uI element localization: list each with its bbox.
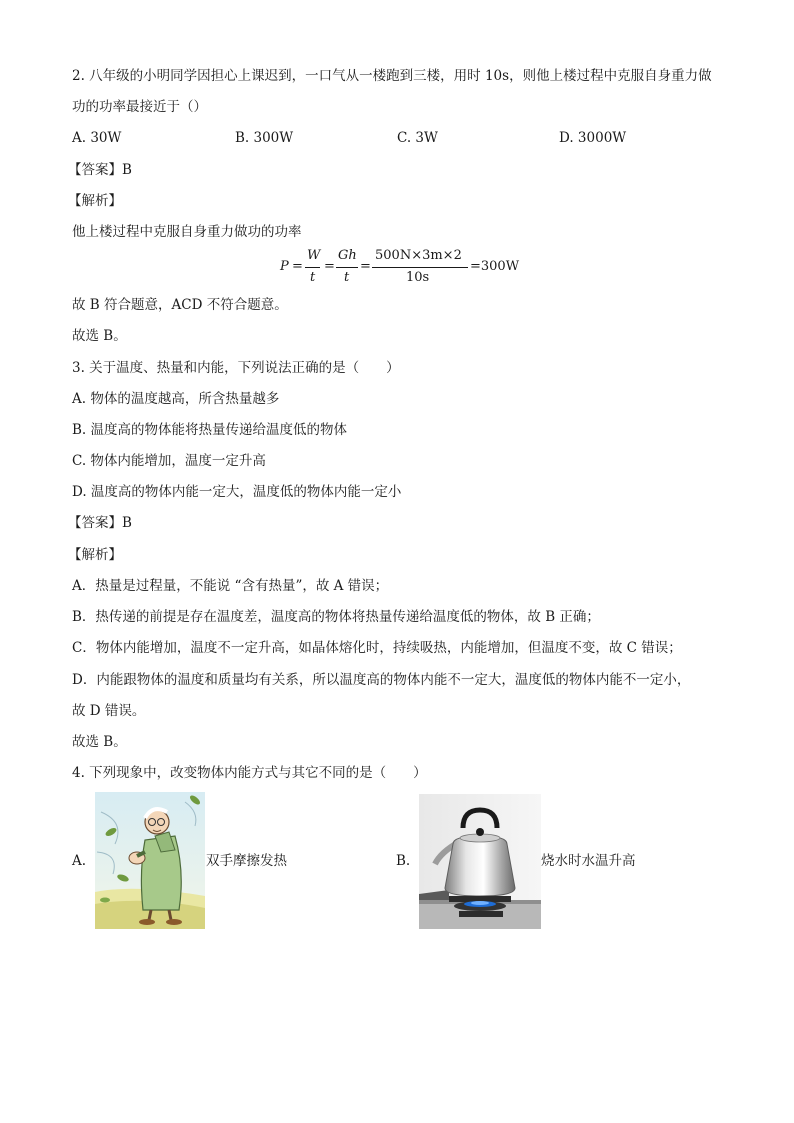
q3-analysis-d: D．内能跟物体的温度和质量均有关系，所以温度高的物体内能不一定大，温度低的物体内能不一定小，: [72, 672, 691, 688]
power-formula: [280, 250, 540, 286]
formula-f1-den: t: [310, 270, 316, 285]
kettle-on-stove-photo: [419, 794, 541, 929]
formula-result: =300W: [470, 259, 520, 274]
q2-answer: 【答案】B: [68, 162, 132, 178]
q3-choose: 故选 B。: [72, 734, 127, 750]
q3-analysis-a: A．热量是过程量，不能说 “含有热量”，故 A 错误；: [72, 578, 389, 594]
q3-analysis-c: C．物体内能增加，温度不一定升高，如晶体熔化时，持续吸热，内能增加，但温度不变，故 C 错误；: [72, 640, 682, 656]
q2-stem-line-2: 功的功率最接近于（）: [72, 99, 207, 115]
q2-analysis-title: 【解析】: [68, 193, 122, 209]
q4-option-b-text: 烧水时水温升高: [541, 853, 636, 869]
q3-answer: 【答案】B: [68, 515, 132, 531]
q3-option-d: D. 温度高的物体内能一定大，温度低的物体内能一定小: [72, 484, 402, 500]
q2-option-b: B. 300W: [235, 130, 294, 146]
q4-stem: 4. 下列现象中，改变物体内能方式与其它不同的是（ ）: [72, 765, 427, 781]
q3-analysis-title: 【解析】: [68, 547, 122, 563]
fraction-bar-2: [336, 267, 358, 268]
q4-option-b-letter: B.: [396, 853, 411, 869]
q2-option-a: A. 30W: [72, 130, 122, 146]
q2-analysis-text: 他上楼过程中克服自身重力做功的功率: [72, 224, 302, 240]
formula-eq-1: =: [292, 259, 303, 274]
formula-f3-den: 10s: [406, 270, 430, 285]
q2-stem-line-1: 2. 八年级的小明同学因担心上课迟到，一口气从一楼跑到三楼，用时 10s，则他上楼过程中克服自身重力做: [72, 68, 712, 84]
rubbing-hands-illustration: [95, 792, 205, 929]
q2-option-c: C. 3W: [397, 130, 438, 146]
fraction-bar-3: [372, 267, 468, 268]
q4-option-a-text: 双手摩擦发热: [206, 853, 287, 869]
formula-f1-num: W: [307, 248, 321, 263]
formula-f3-num: 500N×3m×2: [375, 248, 462, 263]
q3-analysis-b: B．热传递的前提是存在温度差，温度高的物体将热量传递给温度低的物体，故 B 正确；: [72, 609, 600, 625]
fraction-bar-1: [305, 267, 320, 268]
formula-eq-3: =: [360, 259, 371, 274]
q3-analysis-d-cont: 故 D 错误。: [72, 703, 146, 719]
formula-lhs: P: [280, 259, 289, 274]
formula-f2-num: Gh: [338, 248, 357, 263]
q4-option-a-letter: A.: [72, 853, 87, 869]
q2-choose: 故选 B。: [72, 328, 127, 344]
q3-stem: 3. 关于温度、热量和内能，下列说法正确的是（ ）: [72, 360, 400, 376]
q3-option-b: B. 温度高的物体能将热量传递给温度低的物体: [72, 422, 348, 438]
q3-option-a: A. 物体的温度越高，所含热量越多: [72, 391, 280, 407]
q3-option-c: C. 物体内能增加，温度一定升高: [72, 453, 266, 469]
q2-option-d: D. 3000W: [559, 130, 627, 146]
q2-conclusion: 故 B 符合题意，ACD 不符合题意。: [72, 297, 288, 313]
formula-eq-2: =: [324, 259, 335, 274]
formula-f2-den: t: [344, 270, 350, 285]
